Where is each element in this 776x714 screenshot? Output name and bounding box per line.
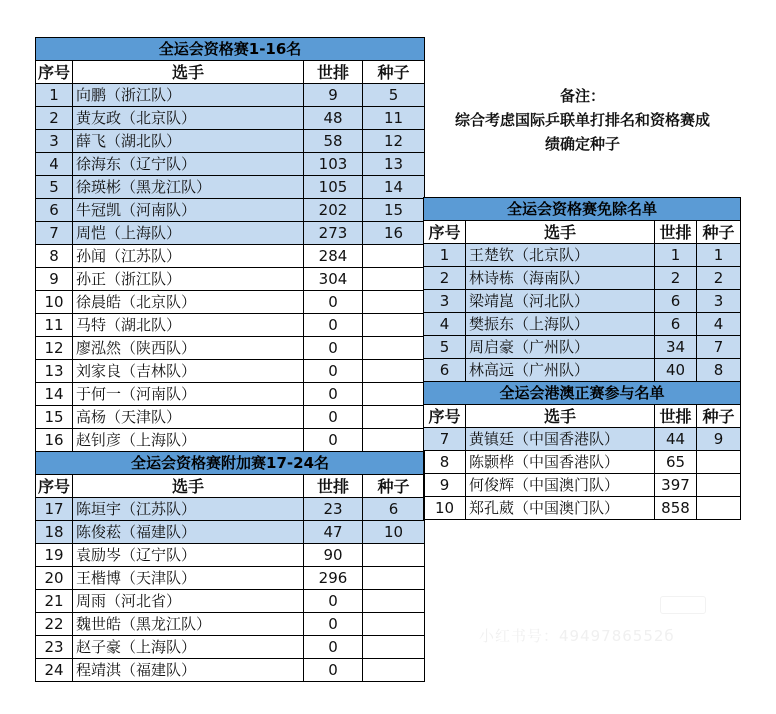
table-title: 全运会港澳正赛参与名单 (424, 382, 741, 405)
col-header-player: 选手 (466, 405, 655, 428)
world-rank: 0 (304, 636, 363, 659)
row-number: 9 (424, 474, 466, 497)
table-row (424, 428, 741, 451)
world-rank: 6 (655, 290, 697, 313)
col-header-world-rank: 世排 (304, 475, 363, 498)
seed: 6 (363, 498, 425, 521)
world-rank: 273 (304, 222, 363, 245)
row-number: 12 (36, 337, 73, 360)
world-rank: 0 (304, 429, 363, 452)
seed: 11 (363, 107, 425, 130)
seed (697, 451, 741, 474)
world-rank: 90 (304, 544, 363, 567)
seed (363, 636, 425, 659)
world-rank: 40 (655, 359, 697, 382)
world-rank: 6 (655, 313, 697, 336)
player-name: 孙闻（江苏队） (73, 245, 304, 268)
table-title: 全运会资格赛附加赛17-24名 (36, 452, 425, 475)
row-number: 8 (424, 451, 466, 474)
row-number: 16 (36, 429, 73, 452)
col-header-world-rank: 世排 (655, 405, 697, 428)
row-number: 10 (36, 291, 73, 314)
seed (363, 337, 425, 360)
table-row (36, 337, 425, 360)
seed: 2 (697, 267, 741, 290)
player-name: 王楷博（天津队） (73, 567, 304, 590)
table-row (424, 244, 741, 267)
seed: 13 (363, 153, 425, 176)
world-rank: 0 (304, 613, 363, 636)
world-rank: 48 (304, 107, 363, 130)
table-row (36, 613, 425, 636)
table-row (424, 497, 741, 520)
qualifier-table (35, 37, 425, 682)
table-row (36, 383, 425, 406)
world-rank: 65 (655, 451, 697, 474)
table-row (36, 590, 425, 613)
player-name: 黄友政（北京队） (73, 107, 304, 130)
seed: 15 (363, 199, 425, 222)
seed (363, 544, 425, 567)
seed (363, 613, 425, 636)
player-name: 袁励岑（辽宁队） (73, 544, 304, 567)
world-rank: 0 (304, 659, 363, 682)
player-name: 陈垣宇（江苏队） (73, 498, 304, 521)
table-row (36, 636, 425, 659)
seed (363, 314, 425, 337)
world-rank: 58 (304, 130, 363, 153)
player-name: 陈俊菘（福建队） (73, 521, 304, 544)
table-row (36, 199, 425, 222)
row-number: 10 (424, 497, 466, 520)
row-number: 5 (36, 176, 73, 199)
player-name: 樊振东（上海队） (466, 313, 655, 336)
player-name: 黄镇廷（中国香港队） (466, 428, 655, 451)
world-rank: 47 (304, 521, 363, 544)
world-rank: 23 (304, 498, 363, 521)
row-number: 2 (424, 267, 466, 290)
row-number: 6 (36, 199, 73, 222)
row-number: 3 (36, 130, 73, 153)
row-number: 4 (36, 153, 73, 176)
table-row (424, 359, 741, 382)
player-name: 马特（湖北队） (73, 314, 304, 337)
table-row (36, 544, 425, 567)
seed: 4 (697, 313, 741, 336)
world-rank: 284 (304, 245, 363, 268)
world-rank: 397 (655, 474, 697, 497)
player-name: 周启豪（广州队） (466, 336, 655, 359)
seed: 14 (363, 176, 425, 199)
row-number: 1 (36, 84, 73, 107)
world-rank: 1 (655, 244, 697, 267)
row-number: 7 (36, 222, 73, 245)
table-row (36, 429, 425, 452)
row-number: 13 (36, 360, 73, 383)
table-row (36, 268, 425, 291)
player-name: 林高远（广州队） (466, 359, 655, 382)
player-name: 孙正（浙江队） (73, 268, 304, 291)
table-row (424, 451, 741, 474)
table-row (424, 290, 741, 313)
note-line: 绩确定种子 (544, 135, 620, 153)
world-rank: 105 (304, 176, 363, 199)
player-name: 向鹏（浙江队） (73, 84, 304, 107)
seed: 7 (697, 336, 741, 359)
player-name: 王楚钦（北京队） (466, 244, 655, 267)
world-rank: 858 (655, 497, 697, 520)
table-row (36, 314, 425, 337)
row-number: 5 (424, 336, 466, 359)
world-rank: 0 (304, 383, 363, 406)
player-name: 徐海东（辽宁队） (73, 153, 304, 176)
row-number: 3 (424, 290, 466, 313)
col-header-player: 选手 (73, 61, 304, 84)
table-row (36, 222, 425, 245)
note-block (420, 84, 745, 156)
seed: 8 (697, 359, 741, 382)
row-number: 11 (36, 314, 73, 337)
player-name: 林诗栋（海南队） (466, 267, 655, 290)
player-name: 赵子豪（上海队） (73, 636, 304, 659)
col-header-number: 序号 (424, 405, 466, 428)
player-name: 陈颢桦（中国香港队） (466, 451, 655, 474)
player-name: 郑孔葳（中国澳门队） (466, 497, 655, 520)
table-row (36, 567, 425, 590)
seed: 10 (363, 521, 425, 544)
col-header-seed: 种子 (697, 405, 741, 428)
player-name: 周恺（上海队） (73, 222, 304, 245)
exempt-table (423, 197, 741, 520)
table-row (424, 267, 741, 290)
col-header-seed: 种子 (363, 61, 425, 84)
seed (363, 245, 425, 268)
world-rank: 103 (304, 153, 363, 176)
col-header-number: 序号 (424, 221, 466, 244)
table-row (36, 176, 425, 199)
row-number: 23 (36, 636, 73, 659)
seed (363, 291, 425, 314)
table-row (36, 84, 425, 107)
table-row (36, 659, 425, 682)
world-rank: 0 (304, 337, 363, 360)
col-header-number: 序号 (36, 61, 73, 84)
seed (697, 497, 741, 520)
row-number: 18 (36, 521, 73, 544)
world-rank: 0 (304, 590, 363, 613)
world-rank: 9 (304, 84, 363, 107)
world-rank: 0 (304, 314, 363, 337)
world-rank: 0 (304, 406, 363, 429)
player-name: 牛冠凯（河南队） (73, 199, 304, 222)
table-row (424, 336, 741, 359)
player-name: 高杨（天津队） (73, 406, 304, 429)
watermark: 小红书号：4949786552б (479, 627, 675, 645)
seed (363, 429, 425, 452)
table-title: 全运会资格赛1-16名 (36, 38, 425, 61)
row-number: 4 (424, 313, 466, 336)
row-number: 6 (424, 359, 466, 382)
table-row (36, 130, 425, 153)
row-number: 19 (36, 544, 73, 567)
col-header-world-rank: 世排 (304, 61, 363, 84)
seed (363, 567, 425, 590)
row-number: 2 (36, 107, 73, 130)
table-title: 全运会资格赛免除名单 (424, 198, 741, 221)
table-row (424, 313, 741, 336)
note-title: 备注： (559, 87, 605, 105)
table-row (36, 107, 425, 130)
seed: 3 (697, 290, 741, 313)
seed (363, 590, 425, 613)
col-header-number: 序号 (36, 475, 73, 498)
player-name: 于何一（河南队） (73, 383, 304, 406)
player-name: 徐晨皓（北京队） (73, 291, 304, 314)
seed: 9 (697, 428, 741, 451)
seed: 5 (363, 84, 425, 107)
table-row (36, 406, 425, 429)
player-name: 何俊辉（中国澳门队） (466, 474, 655, 497)
world-rank: 0 (304, 360, 363, 383)
player-name: 赵钊彦（上海队） (73, 429, 304, 452)
player-name: 梁靖崑（河北队） (466, 290, 655, 313)
player-name: 刘家良（吉林队） (73, 360, 304, 383)
world-rank: 2 (655, 267, 697, 290)
world-rank: 296 (304, 567, 363, 590)
col-header-player: 选手 (466, 221, 655, 244)
row-number: 15 (36, 406, 73, 429)
seed (363, 268, 425, 291)
note-line: 综合考虑国际乒联单打排名和资格赛成 (454, 111, 710, 129)
seed: 16 (363, 222, 425, 245)
seed (697, 474, 741, 497)
row-number: 8 (36, 245, 73, 268)
world-rank: 44 (655, 428, 697, 451)
seed (363, 406, 425, 429)
row-number: 14 (36, 383, 73, 406)
col-header-player: 选手 (73, 475, 304, 498)
row-number: 9 (36, 268, 73, 291)
table-row (36, 498, 425, 521)
col-header-seed: 种子 (363, 475, 425, 498)
seed (363, 383, 425, 406)
player-name: 廖泓然（陕西队） (73, 337, 304, 360)
world-rank: 202 (304, 199, 363, 222)
seed: 12 (363, 130, 425, 153)
row-number: 7 (424, 428, 466, 451)
table-row (36, 521, 425, 544)
table-row (36, 360, 425, 383)
row-number: 22 (36, 613, 73, 636)
player-name: 周雨（河北省） (73, 590, 304, 613)
row-number: 24 (36, 659, 73, 682)
player-name: 薛飞（湖北队） (73, 130, 304, 153)
row-number: 17 (36, 498, 73, 521)
world-rank: 304 (304, 268, 363, 291)
player-name: 魏世皓（黑龙江队） (73, 613, 304, 636)
table-row (36, 153, 425, 176)
row-number: 20 (36, 567, 73, 590)
row-number: 1 (424, 244, 466, 267)
col-header-world-rank: 世排 (655, 221, 697, 244)
table-row (36, 291, 425, 314)
table-row (36, 245, 425, 268)
seed (363, 360, 425, 383)
seed (363, 659, 425, 682)
col-header-seed: 种子 (697, 221, 741, 244)
world-rank: 0 (304, 291, 363, 314)
player-name: 程靖淇（福建队） (73, 659, 304, 682)
player-name: 徐瑛彬（黑龙江队） (73, 176, 304, 199)
watermark-logo-icon (660, 596, 706, 614)
seed: 1 (697, 244, 741, 267)
row-number: 21 (36, 590, 73, 613)
world-rank: 34 (655, 336, 697, 359)
table-row (424, 474, 741, 497)
